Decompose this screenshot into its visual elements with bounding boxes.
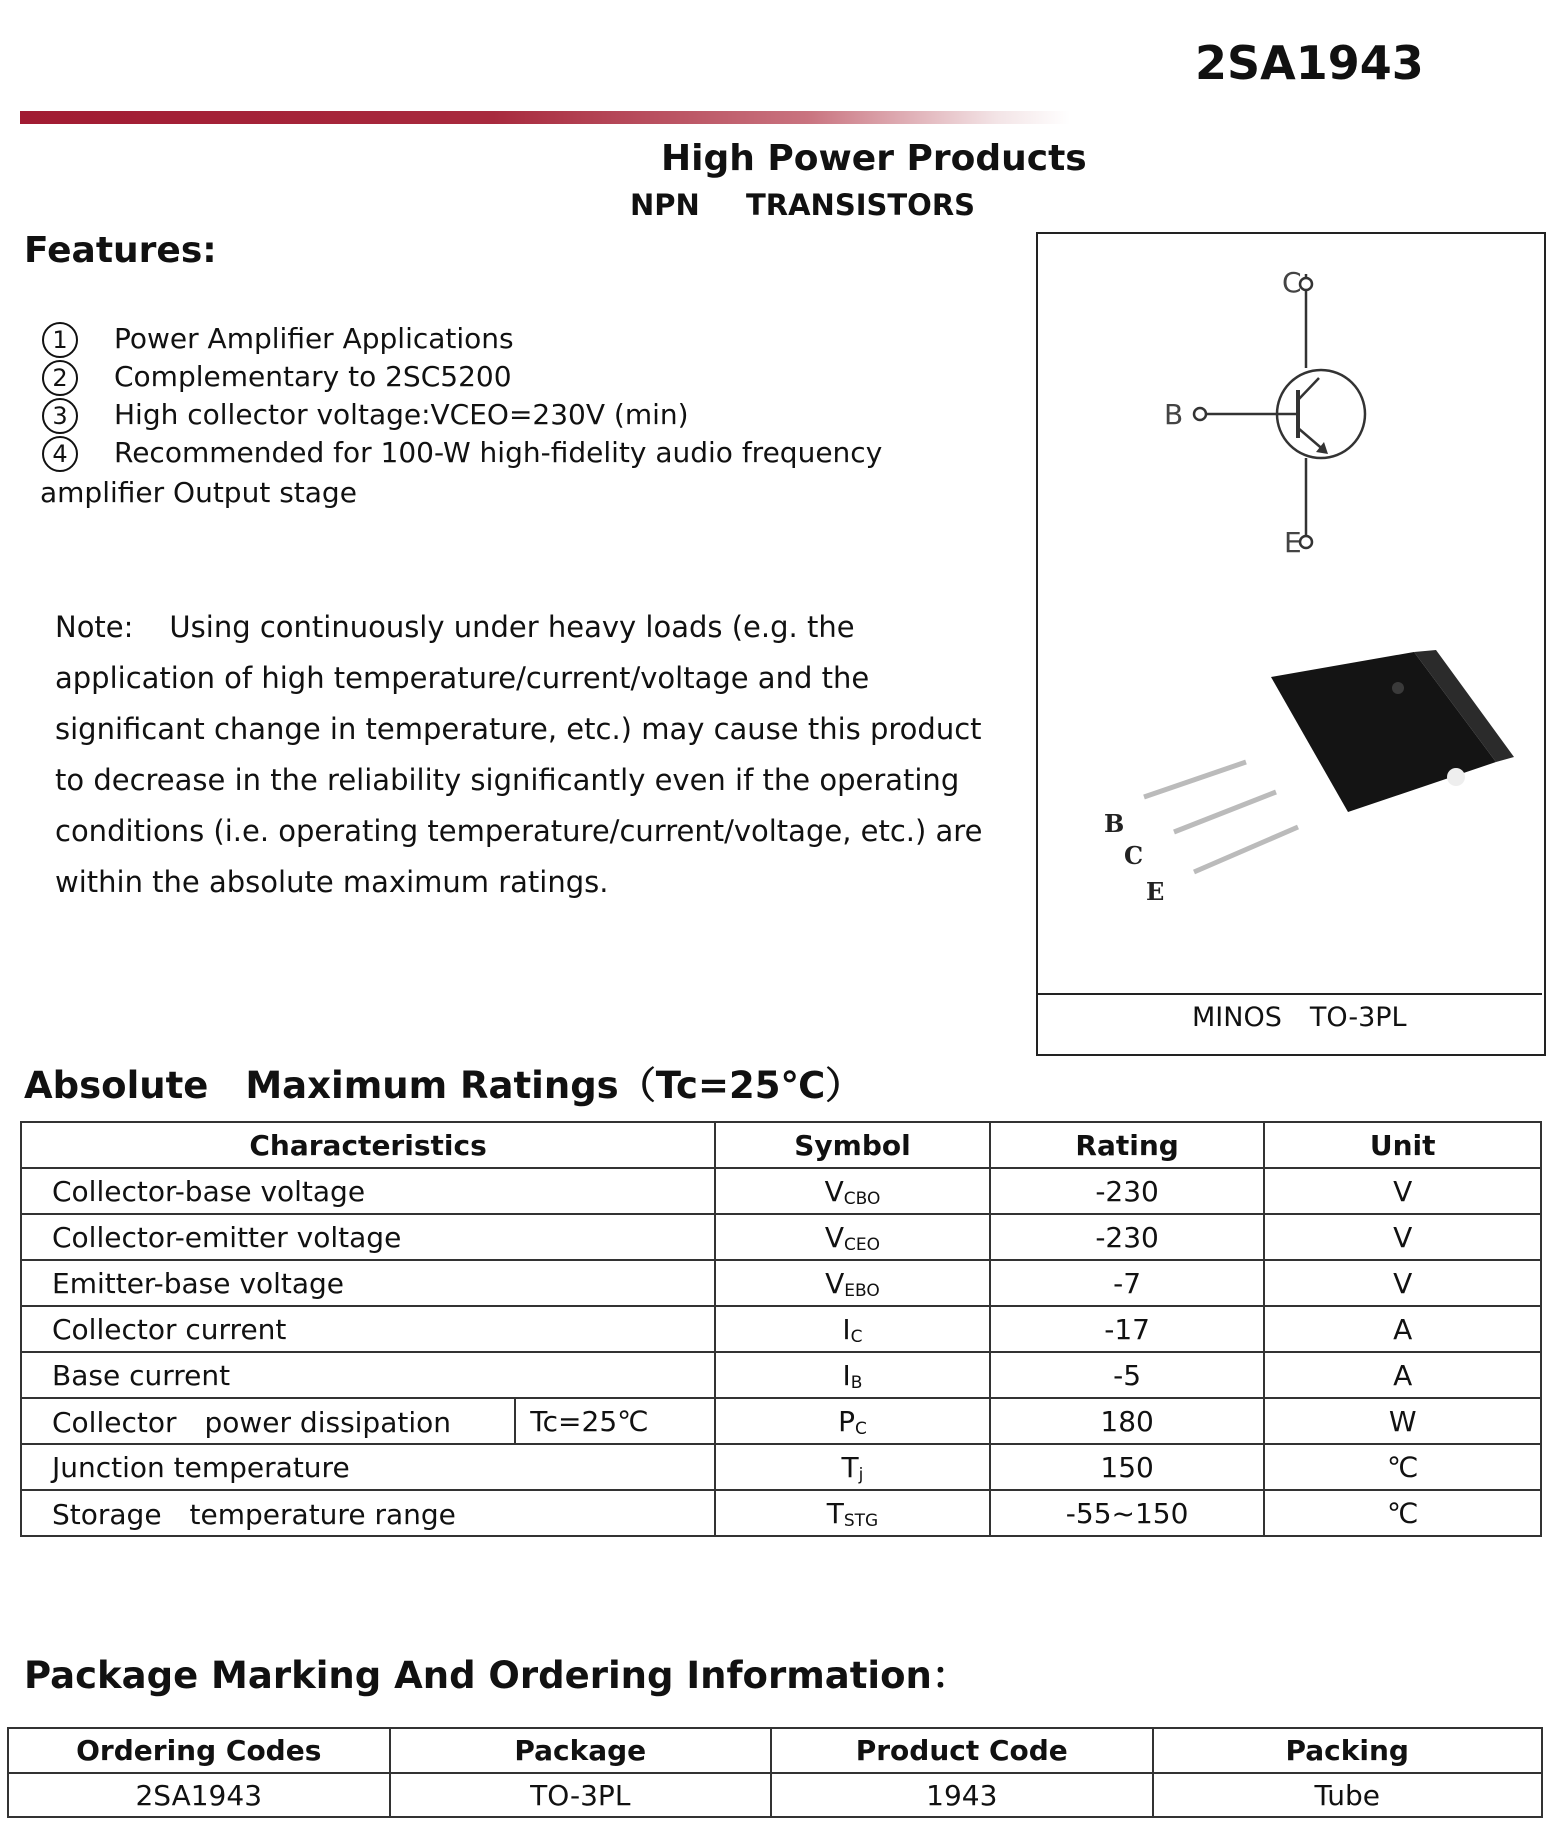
base-terminal bbox=[1194, 408, 1206, 420]
header-package: Package bbox=[390, 1728, 772, 1773]
row-unit: ℃ bbox=[1264, 1490, 1541, 1536]
row-characteristic: Collector current bbox=[21, 1306, 715, 1352]
emitter-label: E bbox=[1284, 526, 1302, 559]
cell-package: TO-3PL bbox=[390, 1773, 772, 1817]
row-rating: 180 bbox=[990, 1398, 1265, 1444]
transistor-type: TRANSISTORS bbox=[746, 188, 976, 222]
table-header-row bbox=[8, 1728, 1542, 1773]
row-rating: -230 bbox=[990, 1168, 1265, 1214]
collector-label: C bbox=[1282, 266, 1302, 299]
transistor-figure bbox=[1036, 232, 1542, 992]
cell-product-code: 1943 bbox=[771, 1773, 1152, 1817]
row-symbol: $T_{STG}$ bbox=[715, 1490, 990, 1536]
table-row bbox=[21, 1490, 1541, 1536]
row-unit: V bbox=[1264, 1214, 1541, 1260]
ratings-table bbox=[20, 1121, 1542, 1537]
feature-text: Power Amplifier Applications bbox=[114, 322, 514, 355]
header-symbol: Symbol bbox=[715, 1122, 990, 1168]
figure-caption-divider bbox=[1036, 993, 1542, 995]
package-hole bbox=[1392, 682, 1404, 694]
package-body bbox=[1271, 652, 1496, 812]
feature-number-badge: 4 bbox=[42, 436, 78, 472]
feature-number-badge: 3 bbox=[42, 398, 78, 434]
row-characteristic: Collector power dissipation bbox=[21, 1398, 515, 1444]
row-characteristic: Collector-emitter voltage bbox=[21, 1214, 715, 1260]
collector-terminal bbox=[1300, 278, 1312, 290]
row-symbol: $T_j$ bbox=[715, 1444, 990, 1490]
features-heading: Features: bbox=[24, 230, 217, 271]
ratings-heading: Absolute Maximum Ratings（Tc=25℃） bbox=[24, 1064, 863, 1107]
header-unit: Unit bbox=[1264, 1122, 1541, 1168]
lead-e bbox=[1194, 827, 1298, 872]
row-symbol: $V_{EBO}$ bbox=[715, 1260, 990, 1306]
transistor-schematic-symbol bbox=[1194, 274, 1365, 548]
feature-number-badge: 1 bbox=[42, 322, 78, 358]
photo-label-b: B bbox=[1104, 809, 1125, 838]
row-rating: -5 bbox=[990, 1352, 1265, 1398]
cell-ordering-code: 2SA1943 bbox=[8, 1773, 390, 1817]
cell-packing: Tube bbox=[1153, 1773, 1543, 1817]
header-ordering-codes: Ordering Codes bbox=[8, 1728, 390, 1773]
page-subtitle: High Power Products bbox=[661, 138, 1087, 179]
header-product-code: Product Code bbox=[771, 1728, 1152, 1773]
transistor-polarity: NPN bbox=[630, 188, 700, 222]
feature-text: Recommended for 100-W high-fidelity audio frequency bbox=[114, 436, 883, 469]
table-row bbox=[21, 1398, 1541, 1444]
base-label: B bbox=[1164, 398, 1184, 431]
feature-item bbox=[42, 322, 514, 358]
row-unit: V bbox=[1264, 1260, 1541, 1306]
feature-continuation: amplifier Output stage bbox=[40, 476, 357, 509]
row-characteristic: Collector-base voltage bbox=[21, 1168, 715, 1214]
table-row bbox=[21, 1352, 1541, 1398]
row-unit: A bbox=[1264, 1306, 1541, 1352]
row-unit: V bbox=[1264, 1168, 1541, 1214]
header-packing: Packing bbox=[1153, 1728, 1543, 1773]
table-row bbox=[21, 1444, 1541, 1490]
note-text: Using continuously under heavy loads (e.g. the application of high temperature/current/voltage and the significant change in temperature, etc.) may cause this product to decrease in the reliability significantly even if the operating conditions (i.e. operating temperature/current/voltage, etc.) are within the absolute maximum ratings. bbox=[55, 610, 983, 899]
feature-item bbox=[42, 436, 883, 472]
feature-item bbox=[42, 398, 689, 434]
part-number: 2SA1943 bbox=[1195, 36, 1424, 90]
feature-text: High collector voltage:VCEO=230V (min) bbox=[114, 398, 689, 431]
row-symbol: $I_B$ bbox=[715, 1352, 990, 1398]
row-rating: -17 bbox=[990, 1306, 1265, 1352]
caption-manufacturer: MINOS bbox=[1192, 1002, 1282, 1033]
emitter-terminal bbox=[1300, 536, 1312, 548]
row-rating: -55~150 bbox=[990, 1490, 1265, 1536]
row-characteristic: Storage temperature range bbox=[21, 1490, 715, 1536]
table-row bbox=[21, 1214, 1541, 1260]
table-row bbox=[8, 1773, 1542, 1817]
row-symbol: $V_{CBO}$ bbox=[715, 1168, 990, 1214]
row-characteristic: Emitter-base voltage bbox=[21, 1260, 715, 1306]
row-symbol: $V_{CEO}$ bbox=[715, 1214, 990, 1260]
row-characteristic: Base current bbox=[21, 1352, 715, 1398]
feature-item bbox=[42, 360, 512, 396]
row-unit: A bbox=[1264, 1352, 1541, 1398]
row-unit: ℃ bbox=[1264, 1444, 1541, 1490]
table-row bbox=[21, 1306, 1541, 1352]
lead-c bbox=[1174, 792, 1276, 832]
mounting-hole bbox=[1447, 768, 1465, 786]
package-photo bbox=[1104, 650, 1514, 906]
feature-number-badge: 2 bbox=[42, 360, 78, 396]
row-unit: W bbox=[1264, 1398, 1541, 1444]
table-header-row bbox=[21, 1122, 1541, 1168]
row-rating: -230 bbox=[990, 1214, 1265, 1260]
note-paragraph bbox=[55, 602, 985, 908]
ordering-heading: Package Marking And Ordering Information： bbox=[24, 1654, 969, 1697]
row-characteristic: Junction temperature bbox=[21, 1444, 715, 1490]
header-characteristics: Characteristics bbox=[21, 1122, 715, 1168]
figure-caption bbox=[1192, 1002, 1407, 1033]
table-row bbox=[21, 1168, 1541, 1214]
row-condition: Tc=25℃ bbox=[515, 1398, 715, 1444]
row-symbol: $I_C$ bbox=[715, 1306, 990, 1352]
ordering-table bbox=[7, 1727, 1543, 1818]
row-symbol: $P_C$ bbox=[715, 1398, 990, 1444]
caption-package: TO-3PL bbox=[1309, 1002, 1407, 1033]
header-rating: Rating bbox=[990, 1122, 1265, 1168]
note-label: Note: bbox=[55, 610, 134, 644]
collector-junction bbox=[1298, 378, 1319, 400]
row-rating: 150 bbox=[990, 1444, 1265, 1490]
table-row bbox=[21, 1260, 1541, 1306]
feature-text: Complementary to 2SC5200 bbox=[114, 360, 512, 393]
row-rating: -7 bbox=[990, 1260, 1265, 1306]
photo-label-c: C bbox=[1124, 841, 1144, 870]
lead-b bbox=[1144, 762, 1246, 797]
photo-label-e: E bbox=[1146, 877, 1165, 906]
header-accent-bar bbox=[20, 111, 1070, 124]
